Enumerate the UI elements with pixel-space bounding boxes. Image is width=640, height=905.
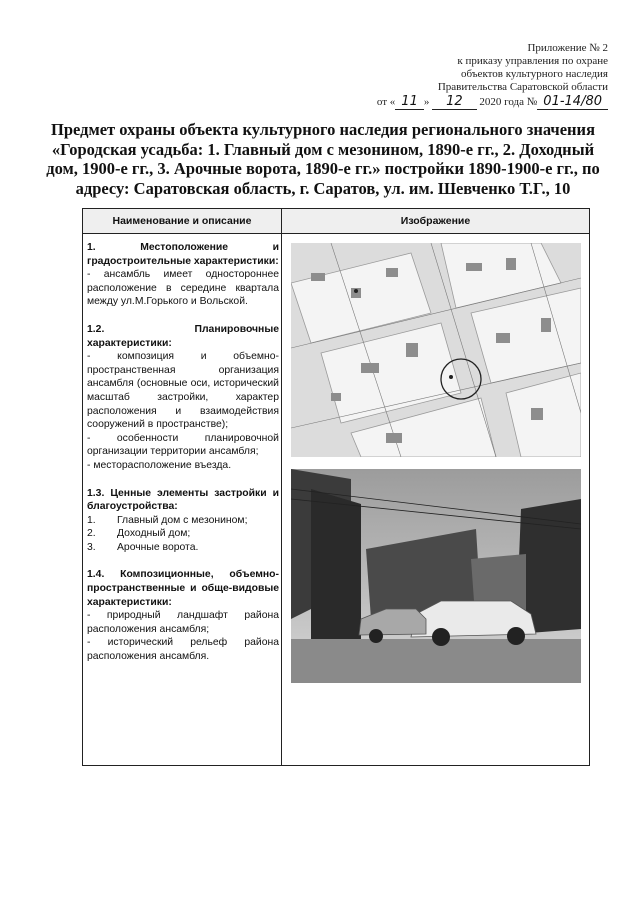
section-location — [87, 241, 279, 309]
list-item-text: Главный дом с мезонином; — [117, 514, 248, 526]
section-composition-heading: 1.4. Композиционные, объемно-пространственные и обще-видовые характеристики: — [87, 569, 279, 608]
section-valuable-elements — [87, 487, 279, 555]
list-item-text: Арочные ворота. — [117, 541, 199, 553]
section-composition-item-2: - исторический рельеф района расположения ансамбля. — [87, 637, 279, 663]
section-planning-heading: 1.2. Планировочные характеристики: — [87, 323, 279, 349]
section-location-text: - ансамбль имеет одностороннее расположение в середине квартала между ул.М.Горького и Вольской. — [87, 269, 279, 308]
map-graphic — [291, 243, 581, 457]
section-valuable-heading: 1.3. Ценные элементы застройки и благоустройства: — [87, 487, 279, 513]
date-year: 2020 года № — [479, 96, 538, 108]
street-photo-image — [291, 469, 581, 683]
appendix-block — [348, 42, 608, 109]
appendix-line-3: объектов культурного наследия — [461, 68, 608, 80]
header-image: Изображение — [400, 215, 471, 227]
list-item — [87, 541, 279, 555]
photo-graphic — [291, 469, 581, 683]
list-item-number: 1. — [87, 514, 96, 526]
date-month: 12 — [432, 94, 477, 110]
list-item — [87, 514, 279, 528]
section-planning-item-3: - месторасположение въезда. — [87, 459, 232, 471]
location-map-image — [291, 243, 581, 457]
date-day-close: » — [423, 96, 430, 108]
list-item-number: 2. — [87, 528, 96, 540]
appendix-line-4: Правительства Саратовской области — [437, 81, 608, 93]
date-day: 11 — [395, 94, 424, 110]
description-column — [83, 235, 283, 678]
order-number: 01-14/80 — [537, 94, 608, 110]
date-prefix: от « — [376, 96, 396, 108]
section-planning-item-2: - особенности планировочной организации территории ансамбля; — [87, 432, 279, 458]
protection-table — [82, 208, 590, 766]
list-item-text: Доходный дом; — [117, 528, 191, 540]
document-title: Предмет охраны объекта культурного наследия регионального значения «Городская усадьба: 1. Главный дом с мезонином, 1890-е гг., 2. Доходный дом, 1900-е гг., 3. Арочные ворота, 1890-е гг.» постройки 1890-1900-е гг., по адресу: Саратовская область, г. Саратов, ул. им. Шевченко Т.Г., 10 — [46, 120, 600, 198]
appendix-date-line — [348, 95, 608, 109]
header-description: Наименование и описание — [83, 209, 282, 233]
section-location-heading: 1. Местоположение и градостроительные характеристики: — [87, 242, 279, 267]
appendix-line-2: к приказу управления по охране — [457, 55, 608, 67]
list-item-number: 3. — [87, 541, 96, 553]
section-composition — [87, 568, 279, 663]
table-header — [83, 209, 589, 234]
section-composition-item-1: - природный ландшафт района расположения ансамбля; — [87, 610, 279, 635]
section-planning-item-1: - композиция и объемно-пространственная организация ансамбля (основные оси, исторический масштаб застройки, характер расположения и взаимодействия сооружений в пространстве); — [87, 351, 279, 431]
appendix-line-1: Приложение № 2 — [527, 42, 608, 54]
list-item — [87, 527, 279, 541]
valuable-elements-list — [87, 514, 279, 555]
section-planning — [87, 323, 279, 473]
